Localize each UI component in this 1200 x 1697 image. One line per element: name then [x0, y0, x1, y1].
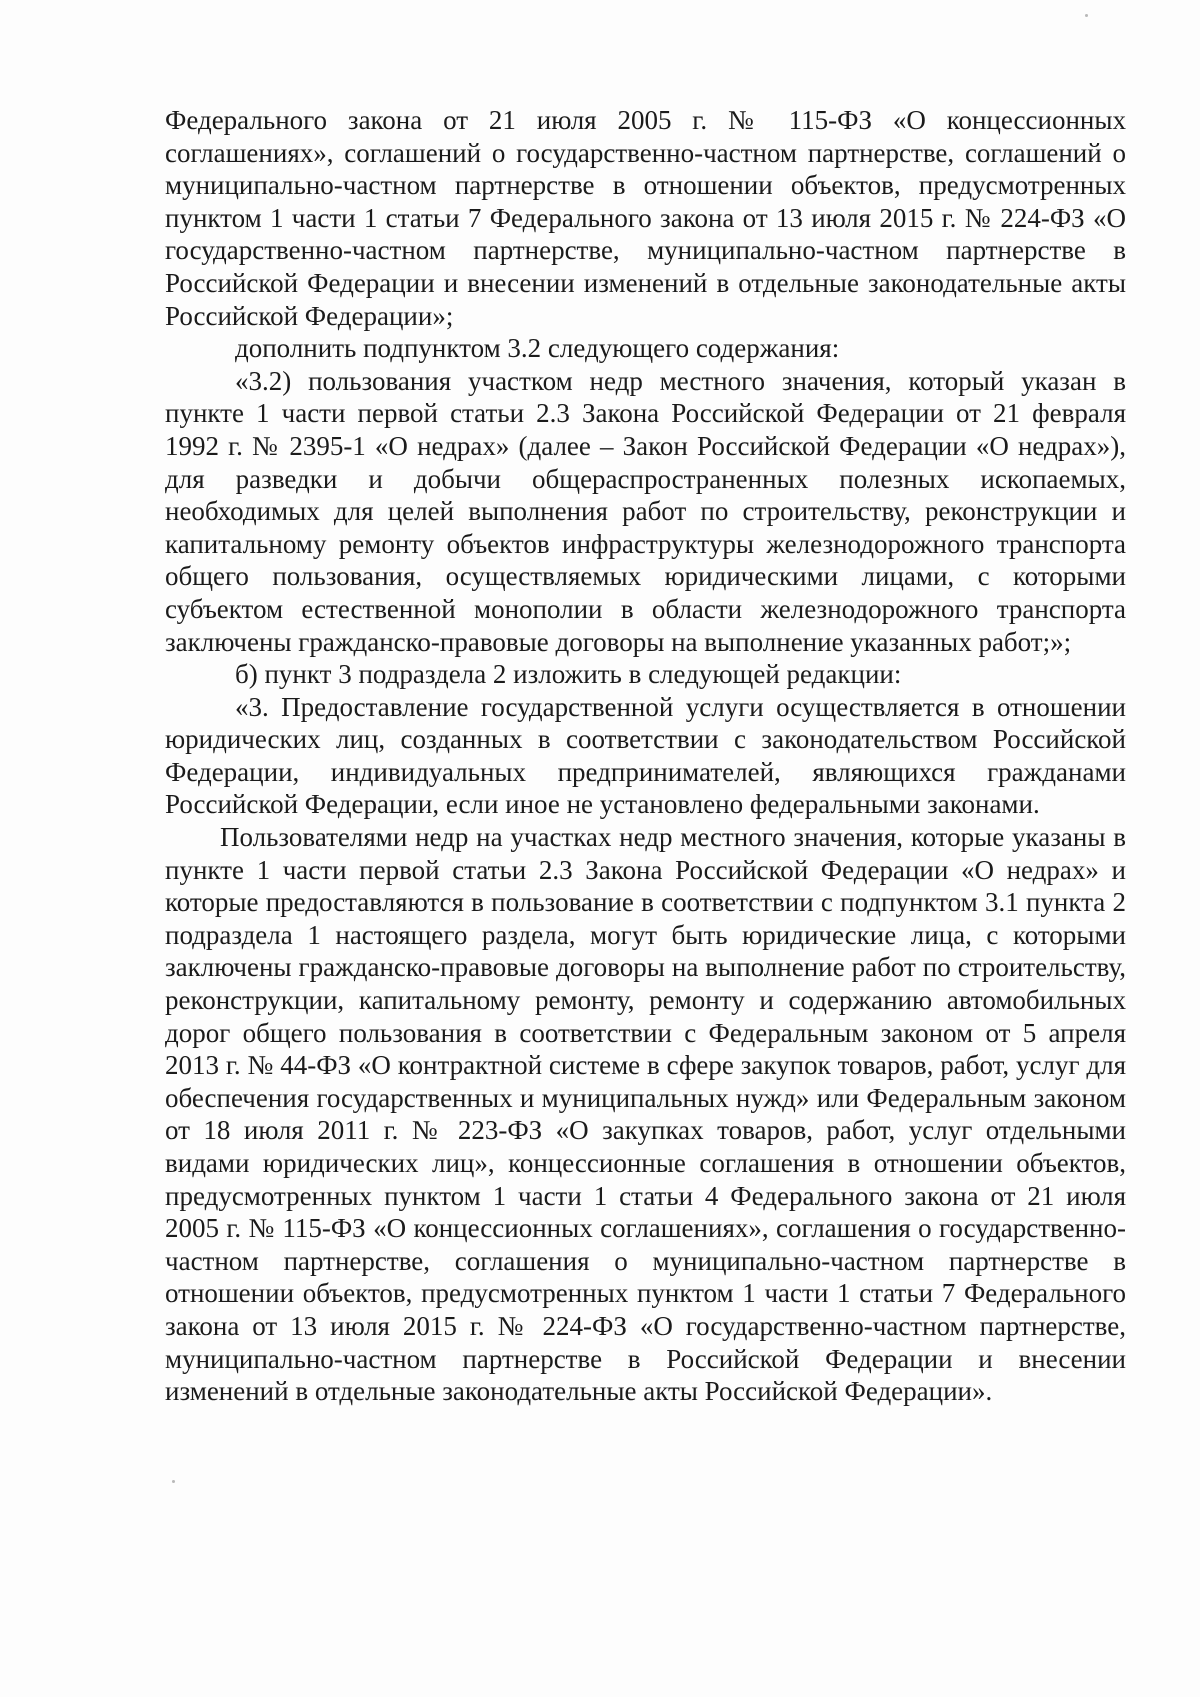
paragraph-subsoil-users: Пользователями недр на участках недр местного значения, которые указаны в пункте 1 части первой статьи 2.3 Закона Российской Федерации «О недрах» и которые предоставляются в пользование в соответствии с подпунктом 3.1 пункта 2 подраздела 1 настоящего раздела, могут быть юридические лица, с которыми заключены гражданско-правовые договоры на выполнение работ по строительству, реконструкции, капитальному ремонту, ремонту и содержанию автомобильных дорог общего пользования в соответствии с Федеральным законом от 5 апреля 2013 г. № 44-ФЗ «О контрактной системе в сфере закупок товаров, работ, услуг для обеспечения государственных и муниципальных нужд» или Федеральным законом от 18 июля 2011 г. № 223-ФЗ «О закупках товаров, работ, услуг отдельными видами юридических лиц», концессионные соглашения в отношении объектов, предусмотренных пунктом 1 части 1 статьи 4 Федерального закона от 21 июля 2005 г. № 115-ФЗ «О концессионных соглашениях», соглашения о государственно-частном партнерстве, соглашения о муниципально-частном партнерстве в отношении объектов, предусмотренных пунктом 1 части 1 статьи 7 Федерального закона от 13 июля 2015 г. № 224-ФЗ «О государственно-частном партнерстве, муниципально-частном партнерстве в Российской Федерации и внесении изменений в отдельные законодательные акты Российской Федерации». — [165, 822, 1126, 1407]
paragraph-continuation: Федерального закона от 21 июля 2005 г. № 115-ФЗ «О концессионных соглашениях», соглашений о государственно-частном партнерстве, соглашений о муниципально-частном партнерстве в отношении объектов, предусмотренных пунктом 1 части 1 статьи 7 Федерального закона от 13 июля 2015 г. № 224-ФЗ «О государственно-частном партнерстве, муниципально-частном партнерстве в Российской Федерации и внесении изменений в отдельные законодательные акты Российской Федерации»; — [165, 105, 1126, 331]
paragraph-amendment-b: б) пункт 3 подраздела 2 изложить в следующей редакции: — [235, 659, 902, 690]
paragraph-subitem-3-2: «3.2) пользования участком недр местного значения, который указан в пункте 1 части первой статьи 2.3 Закона Российской Федерации от 21 февраля 1992 г. № 2395-1 «О недрах» (далее – Закон Российской Федерации «О недрах»), для разведки и добычи общераспространенных полезных ископаемых, необходимых для целей выполнения работ по строительству, реконструкции и капитальному ремонту объектов инфраструктуры железнодорожного транспорта общего пользования, осуществляемых юридическими лицами, с которыми субъектом естественной монополии в области железнодорожного транспорта заключены гражданско-правовые договоры на выполнение указанных работ;»; — [165, 365, 1126, 657]
scan-speck — [1085, 14, 1088, 17]
paragraph-item-3: «3. Предоставление государственной услуги осуществляется в отношении юридических лиц, созданных в соответствии с законодательством Российской Федерации, индивидуальных предпринимателей, являющихся гражданами Российской Федерации, если иное не установлено федеральными законами. — [165, 691, 1126, 820]
document-body — [165, 104, 1126, 1408]
scan-speck — [172, 1480, 175, 1483]
paragraph-amendment-intro: дополнить подпунктом 3.2 следующего содержания: — [235, 333, 840, 364]
